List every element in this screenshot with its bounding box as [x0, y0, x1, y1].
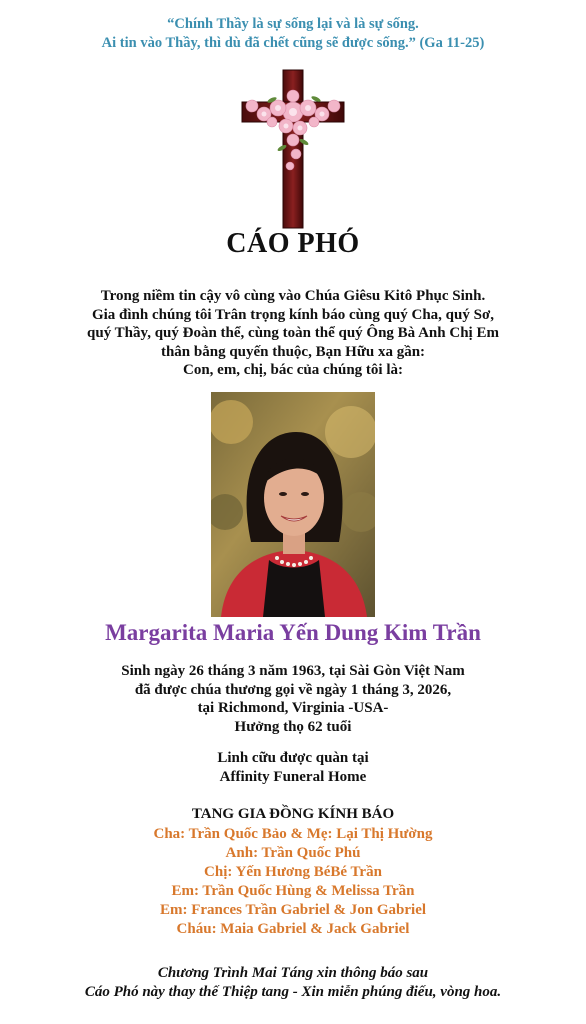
- funeral-location: [0, 749, 586, 787]
- intro-line: Con, em, chị, bác của chúng tôi là:: [182, 362, 403, 378]
- family-member: Em: Trần Quốc Hùng & Melissa Trần: [171, 883, 415, 899]
- funeral-home-name: Affinity Funeral Home: [219, 769, 367, 785]
- deceased-name: Margarita Maria Yến Dung Kim Trần: [105, 620, 481, 645]
- family-member: Anh: Trần Quốc Phú: [225, 845, 361, 861]
- family-header: TANG GIA ĐỒNG KÍNH BÁO: [191, 806, 395, 822]
- scripture-verse: [0, 15, 586, 53]
- portrait-photo: [211, 392, 375, 617]
- bio-line: Hưởng thọ 62 tuổi: [234, 718, 352, 735]
- intro-line: quý Thầy, quý Đoàn thể, cùng toàn thể quý Ông Bà Anh Chị Em: [87, 325, 499, 341]
- closing-line: Cáo Phó này thay thế Thiệp tang - Xin miễn phúng điếu, vòng hoa.: [84, 984, 502, 1000]
- intro-line: thân bằng quyến thuộc, Bạn Hữu xa gần:: [160, 343, 426, 360]
- biography: [0, 662, 586, 736]
- intro-line: Gia đình chúng tôi Trân trọng kính báo cùng quý Cha, quý Sơ,: [91, 306, 495, 323]
- family-list: [0, 825, 586, 939]
- family-member: Chị: Yến Hương BéBé Trần: [204, 864, 382, 880]
- bio-line: đã được chúa thương gọi về ngày 1 tháng 3, 2026,: [134, 681, 452, 698]
- intro-line: Trong niềm tin cậy vô cùng vào Chúa Giêsu Kitô Phục Sinh.: [100, 288, 486, 304]
- intro-paragraph: [0, 287, 586, 380]
- bio-line: Sinh ngày 26 tháng 3 năm 1963, tại Sài Gòn Việt Nam: [121, 663, 465, 679]
- verse-line-1: “Chính Thầy là sự sống lại và là sự sống.: [167, 16, 419, 32]
- verse-line-2: Ai tin vào Thầy, thì dù đã chết cũng sẽ được sống.” (Ga 11-25): [101, 35, 485, 51]
- funeral-line: Linh cữu được quàn tại: [217, 750, 369, 766]
- family-member: Cháu: Maia Gabriel & Jack Gabriel: [176, 921, 410, 937]
- family-member: Em: Frances Trần Gabriel & Jon Gabriel: [159, 902, 427, 918]
- family-member: Cha: Trần Quốc Bảo & Mẹ: Lại Thị Hường: [153, 826, 433, 842]
- bio-line: tại Richmond, Virginia -USA-: [197, 700, 389, 716]
- cross-icon: [238, 68, 348, 230]
- closing-line: Chương Trình Mai Táng xin thông báo sau: [157, 965, 429, 981]
- closing-note: [0, 964, 586, 1002]
- floral-cross-image: [238, 68, 348, 230]
- page-title: CÁO PHÓ: [226, 228, 360, 259]
